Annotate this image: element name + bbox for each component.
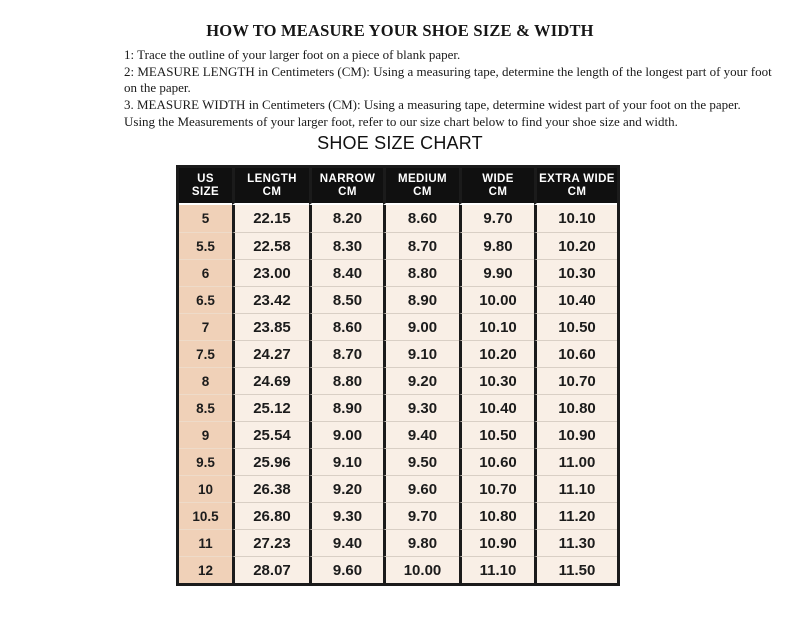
column-header-us_size: US SIZE <box>179 168 232 205</box>
value-cell: 9.80 <box>459 232 534 259</box>
value-cell: 10.50 <box>534 313 617 340</box>
value-cell: 9.30 <box>309 502 383 529</box>
value-cell: 11.20 <box>534 502 617 529</box>
value-cell: 25.12 <box>232 394 309 421</box>
value-cell: 11.10 <box>534 475 617 502</box>
table-row <box>179 286 617 313</box>
value-cell: 8.50 <box>309 286 383 313</box>
table-row <box>179 421 617 448</box>
value-cell: 9.20 <box>309 475 383 502</box>
value-cell: 8.70 <box>309 340 383 367</box>
us-size-cell: 7.5 <box>179 340 232 367</box>
value-cell: 8.80 <box>383 259 459 286</box>
value-cell: 10.20 <box>459 340 534 367</box>
value-cell: 9.70 <box>459 205 534 232</box>
value-cell: 8.20 <box>309 205 383 232</box>
value-cell: 10.90 <box>459 529 534 556</box>
value-cell: 9.80 <box>383 529 459 556</box>
value-cell: 25.96 <box>232 448 309 475</box>
value-cell: 8.60 <box>383 205 459 232</box>
value-cell: 8.40 <box>309 259 383 286</box>
value-cell: 10.60 <box>459 448 534 475</box>
column-header-length: LENGTH CM <box>232 168 309 205</box>
value-cell: 8.60 <box>309 313 383 340</box>
value-cell: 23.00 <box>232 259 309 286</box>
table-row <box>179 394 617 421</box>
value-cell: 11.50 <box>534 556 617 583</box>
instruction-step-1: 1: Trace the outline of your larger foot on a piece of blank paper. <box>124 47 461 62</box>
us-size-cell: 5.5 <box>179 232 232 259</box>
us-size-cell: 12 <box>179 556 232 583</box>
value-cell: 24.69 <box>232 367 309 394</box>
value-cell: 8.30 <box>309 232 383 259</box>
value-cell: 26.80 <box>232 502 309 529</box>
value-cell: 10.90 <box>534 421 617 448</box>
value-cell: 10.60 <box>534 340 617 367</box>
value-cell: 24.27 <box>232 340 309 367</box>
value-cell: 10.40 <box>459 394 534 421</box>
value-cell: 9.30 <box>383 394 459 421</box>
value-cell: 9.60 <box>383 475 459 502</box>
value-cell: 10.70 <box>534 367 617 394</box>
value-cell: 25.54 <box>232 421 309 448</box>
table-row <box>179 556 617 583</box>
value-cell: 8.70 <box>383 232 459 259</box>
value-cell: 10.40 <box>534 286 617 313</box>
value-cell: 9.50 <box>383 448 459 475</box>
value-cell: 10.30 <box>459 367 534 394</box>
table-row <box>179 475 617 502</box>
value-cell: 9.70 <box>383 502 459 529</box>
value-cell: 23.42 <box>232 286 309 313</box>
column-header-narrow: NARROW CM <box>309 168 383 205</box>
value-cell: 9.10 <box>383 340 459 367</box>
us-size-cell: 9.5 <box>179 448 232 475</box>
us-size-cell: 8 <box>179 367 232 394</box>
value-cell: 10.20 <box>534 232 617 259</box>
us-size-cell: 7 <box>179 313 232 340</box>
value-cell: 27.23 <box>232 529 309 556</box>
value-cell: 22.58 <box>232 232 309 259</box>
value-cell: 11.00 <box>534 448 617 475</box>
value-cell: 10.80 <box>459 502 534 529</box>
column-header-wide: WIDE CM <box>459 168 534 205</box>
value-cell: 9.40 <box>309 529 383 556</box>
table-row <box>179 259 617 286</box>
size-chart-table <box>176 165 620 586</box>
table-row <box>179 448 617 475</box>
table-row <box>179 232 617 259</box>
size-guide-page <box>0 21 800 586</box>
chart-title: SHOE SIZE CHART <box>317 133 483 153</box>
column-header-medium: MEDIUM CM <box>383 168 459 205</box>
us-size-cell: 6 <box>179 259 232 286</box>
value-cell: 28.07 <box>232 556 309 583</box>
us-size-cell: 5 <box>179 205 232 232</box>
value-cell: 10.30 <box>534 259 617 286</box>
us-size-cell: 6.5 <box>179 286 232 313</box>
table-row <box>179 340 617 367</box>
value-cell: 9.20 <box>383 367 459 394</box>
value-cell: 10.00 <box>383 556 459 583</box>
value-cell: 10.10 <box>534 205 617 232</box>
value-cell: 10.10 <box>459 313 534 340</box>
value-cell: 9.60 <box>309 556 383 583</box>
us-size-cell: 11 <box>179 529 232 556</box>
value-cell: 9.40 <box>383 421 459 448</box>
value-cell: 8.90 <box>309 394 383 421</box>
value-cell: 9.00 <box>383 313 459 340</box>
value-cell: 9.00 <box>309 421 383 448</box>
table-row <box>179 529 617 556</box>
value-cell: 9.10 <box>309 448 383 475</box>
value-cell: 11.30 <box>534 529 617 556</box>
instruction-step-2: 2: MEASURE LENGTH in Centimeters (CM): Using a measuring tape, determine the length of the longest part of your foot on the paper. <box>124 64 772 95</box>
instruction-step-3: 3. MEASURE WIDTH in Centimeters (CM): Using a measuring tape, determine widest part of your foot on the paper. <box>124 96 741 112</box>
value-cell: 26.38 <box>232 475 309 502</box>
us-size-cell: 10 <box>179 475 232 502</box>
table-row <box>179 367 617 394</box>
value-cell: 9.90 <box>459 259 534 286</box>
table-row <box>179 205 617 232</box>
us-size-cell: 10.5 <box>179 502 232 529</box>
value-cell: 8.90 <box>383 286 459 313</box>
value-cell: 22.15 <box>232 205 309 232</box>
size-chart-head-row <box>179 168 617 205</box>
instruction-note: Using the Measurements of your larger foot, refer to our size chart below to find your shoe size and width. <box>124 113 678 129</box>
value-cell: 10.80 <box>534 394 617 421</box>
value-cell: 11.10 <box>459 556 534 583</box>
us-size-cell: 9 <box>179 421 232 448</box>
us-size-cell: 8.5 <box>179 394 232 421</box>
value-cell: 8.80 <box>309 367 383 394</box>
table-row <box>179 313 617 340</box>
value-cell: 23.85 <box>232 313 309 340</box>
instructions <box>124 47 776 129</box>
value-cell: 10.70 <box>459 475 534 502</box>
table-row <box>179 502 617 529</box>
page-title: HOW TO MEASURE YOUR SHOE SIZE & WIDTH <box>206 21 594 40</box>
size-chart-body <box>179 205 617 583</box>
value-cell: 10.00 <box>459 286 534 313</box>
column-header-extra_wide: EXTRA WIDE CM <box>534 168 617 205</box>
value-cell: 10.50 <box>459 421 534 448</box>
